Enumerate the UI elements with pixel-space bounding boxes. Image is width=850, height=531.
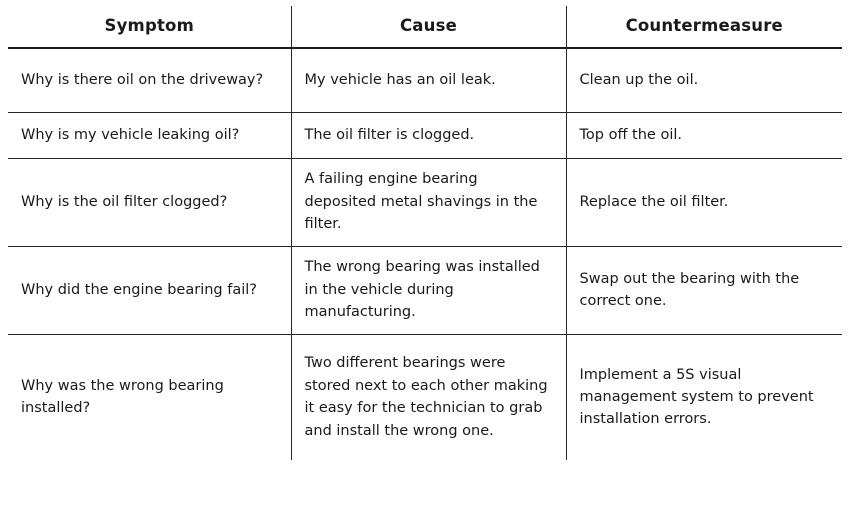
table-row <box>8 112 842 158</box>
cell-countermeasure: Clean up the oil. <box>566 48 842 112</box>
cell-cause: A failing engine bearing deposited metal shavings in the filter. <box>291 158 566 246</box>
cell-symptom: Why was the wrong bearing installed? <box>8 334 291 460</box>
table-header <box>8 6 842 48</box>
table-row <box>8 158 842 246</box>
cell-cause: The wrong bearing was installed in the vehicle during manufacturing. <box>291 246 566 334</box>
cell-symptom: Why is my vehicle leaking oil? <box>8 112 291 158</box>
table-row <box>8 334 842 460</box>
cell-cause: The oil filter is clogged. <box>291 112 566 158</box>
column-header-cause: Cause <box>291 6 566 48</box>
table-body <box>8 48 842 460</box>
cell-cause: Two different bearings were stored next to each other making it easy for the technician to grab and install the wrong one. <box>291 334 566 460</box>
five-why-table <box>8 6 842 460</box>
table-row <box>8 246 842 334</box>
cell-symptom: Why is the oil filter clogged? <box>8 158 291 246</box>
cell-countermeasure: Implement a 5S visual management system to prevent installation errors. <box>566 334 842 460</box>
column-header-symptom: Symptom <box>8 6 291 48</box>
cell-symptom: Why is there oil on the driveway? <box>8 48 291 112</box>
cell-countermeasure: Swap out the bearing with the correct one. <box>566 246 842 334</box>
table-row <box>8 48 842 112</box>
column-header-countermeasure: Countermeasure <box>566 6 842 48</box>
cell-countermeasure: Replace the oil filter. <box>566 158 842 246</box>
table-header-row <box>8 6 842 48</box>
cell-countermeasure: Top off the oil. <box>566 112 842 158</box>
cell-symptom: Why did the engine bearing fail? <box>8 246 291 334</box>
cell-cause: My vehicle has an oil leak. <box>291 48 566 112</box>
